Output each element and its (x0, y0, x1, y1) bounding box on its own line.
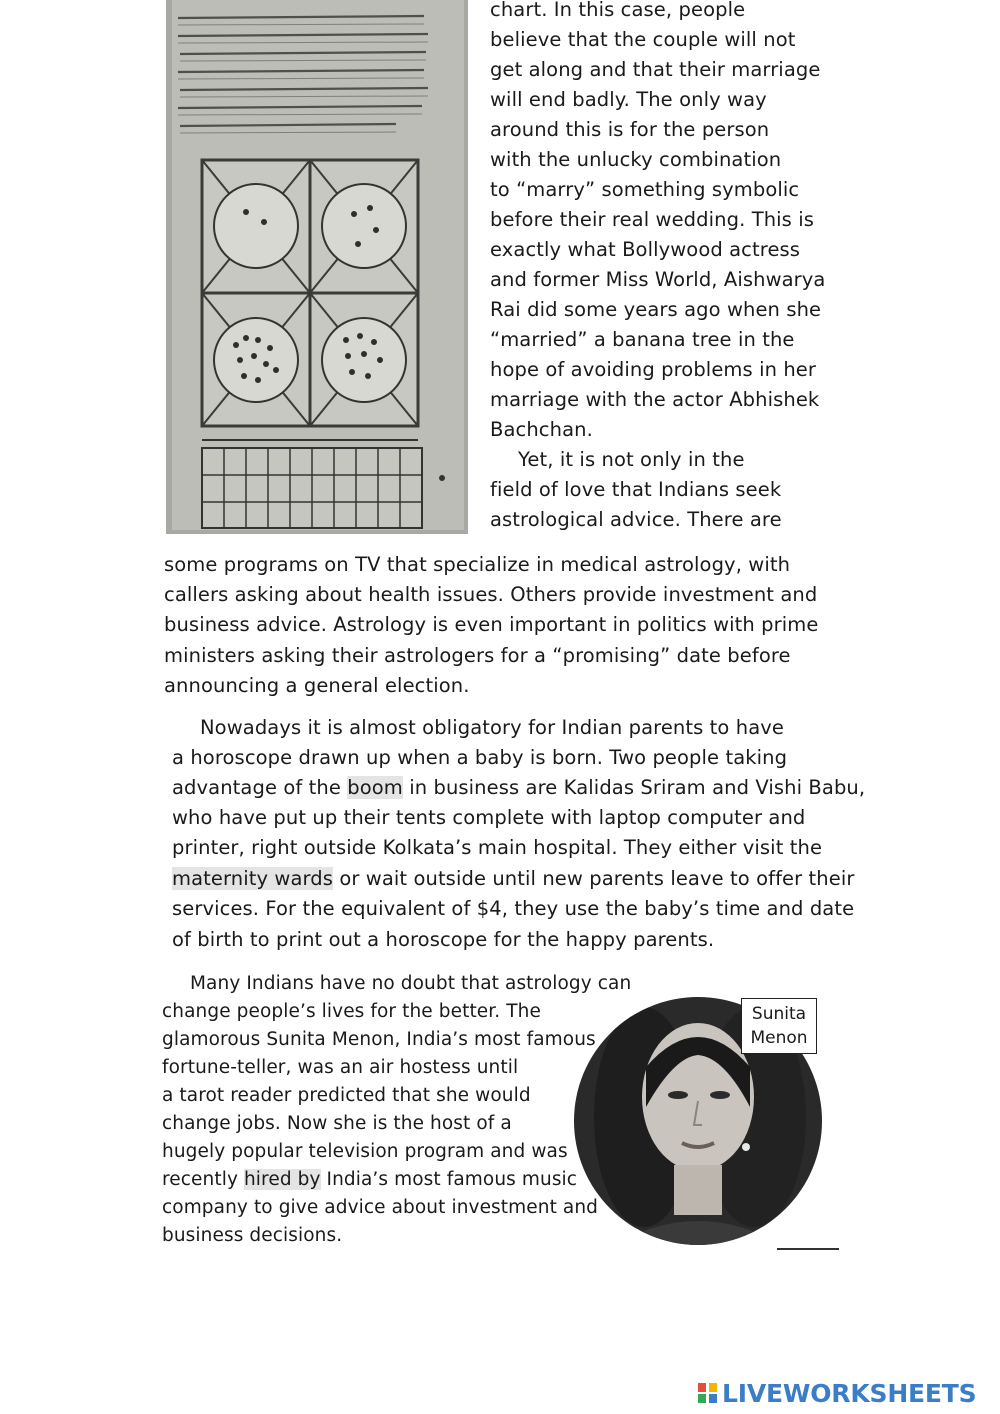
text-line: with the unlucky combination (490, 148, 782, 171)
text-line: fortune-teller, was an air hostess until (162, 1057, 519, 1078)
text-line (172, 864, 855, 894)
text-line: some programs on TV that specialize in medical astrology, with (164, 553, 791, 576)
text-line: Many Indians have no doubt that astrology can (190, 973, 632, 994)
text-line: announcing a general election. (164, 674, 470, 697)
text-line: hugely popular television program and was (162, 1141, 568, 1162)
text-line: Yet, it is not only in the (518, 448, 745, 471)
text-line: services. For the equivalent of $4, they use the baby’s time and date (172, 897, 855, 920)
text-line: Nowadays it is almost obligatory for Indian parents to have (200, 716, 784, 739)
text-segment: advantage of the (172, 776, 348, 799)
text-line: around this is for the person (490, 118, 770, 141)
text-line: marriage with the actor Abhishek (490, 388, 820, 411)
text-line: Rai did some years ago when she (490, 298, 822, 321)
photo-caption (741, 998, 817, 1054)
text-line: printer, right outside Kolkata’s main hospital. They either visit the (172, 836, 823, 859)
text-segment: in business are Kalidas Sriram and Vishi Babu, (402, 776, 866, 799)
text-line: and former Miss World, Aishwarya (490, 268, 826, 291)
text-line: change people’s lives for the better. The (162, 1001, 541, 1022)
text-line: a tarot reader predicted that she would (162, 1085, 531, 1106)
text-line: a horoscope drawn up when a baby is born. Two people taking (172, 746, 788, 769)
text-line: astrological advice. There are (490, 508, 782, 531)
text-line: chart. In this case, people (490, 0, 746, 21)
text-segment: recently (162, 1169, 244, 1190)
astrology-manuscript-image (166, 0, 468, 534)
text-segment: India’s most famous music (320, 1169, 578, 1190)
text-line: callers asking about health issues. Others provide investment and (164, 583, 818, 606)
text-line: who have put up their tents complete with laptop computer and (172, 806, 806, 829)
caption-line: Menon (750, 1028, 808, 1048)
text-line: believe that the couple will not (490, 28, 796, 51)
text-line (172, 773, 865, 803)
text-line: company to give advice about investment and (162, 1197, 599, 1218)
text-line: change jobs. Now she is the host of a (162, 1113, 512, 1134)
liveworksheets-logo[interactable] (697, 1378, 976, 1408)
highlight-boom[interactable]: boom (347, 776, 403, 799)
text-line: to “marry” something symbolic (490, 178, 800, 201)
text-line: glamorous Sunita Menon, India’s most famous (162, 1029, 596, 1050)
text-line: business decisions. (162, 1225, 343, 1246)
text-line: of birth to print out a horoscope for the happy parents. (172, 928, 715, 951)
text-line: business advice. Astrology is even important in politics with prime (164, 613, 819, 636)
text-line: ministers asking their astrologers for a “promising” date before (164, 644, 791, 667)
text-line: exactly what Bollywood actress (490, 238, 801, 261)
text-line: get along and that their marriage (490, 58, 821, 81)
brand-name: LIVEWORKSHEETS (722, 1378, 977, 1408)
highlight-maternity-wards[interactable]: maternity wards (172, 867, 334, 890)
worksheet-logo-icon (697, 1381, 719, 1405)
divider-rule (777, 1248, 839, 1250)
text-line: before their real wedding. This is (490, 208, 815, 231)
text-line (162, 1166, 577, 1194)
highlight-hired-by[interactable]: hired by (243, 1169, 321, 1190)
text-segment: or wait outside until new parents leave to offer their (333, 867, 855, 890)
text-line: field of love that Indians seek (490, 478, 782, 501)
caption-line: Sunita (751, 1004, 807, 1024)
text-line: “married” a banana tree in the (490, 328, 795, 351)
text-line: Bachchan. (490, 418, 593, 441)
text-line: hope of avoiding problems in her (490, 358, 817, 381)
text-line: will end badly. The only way (490, 88, 767, 111)
